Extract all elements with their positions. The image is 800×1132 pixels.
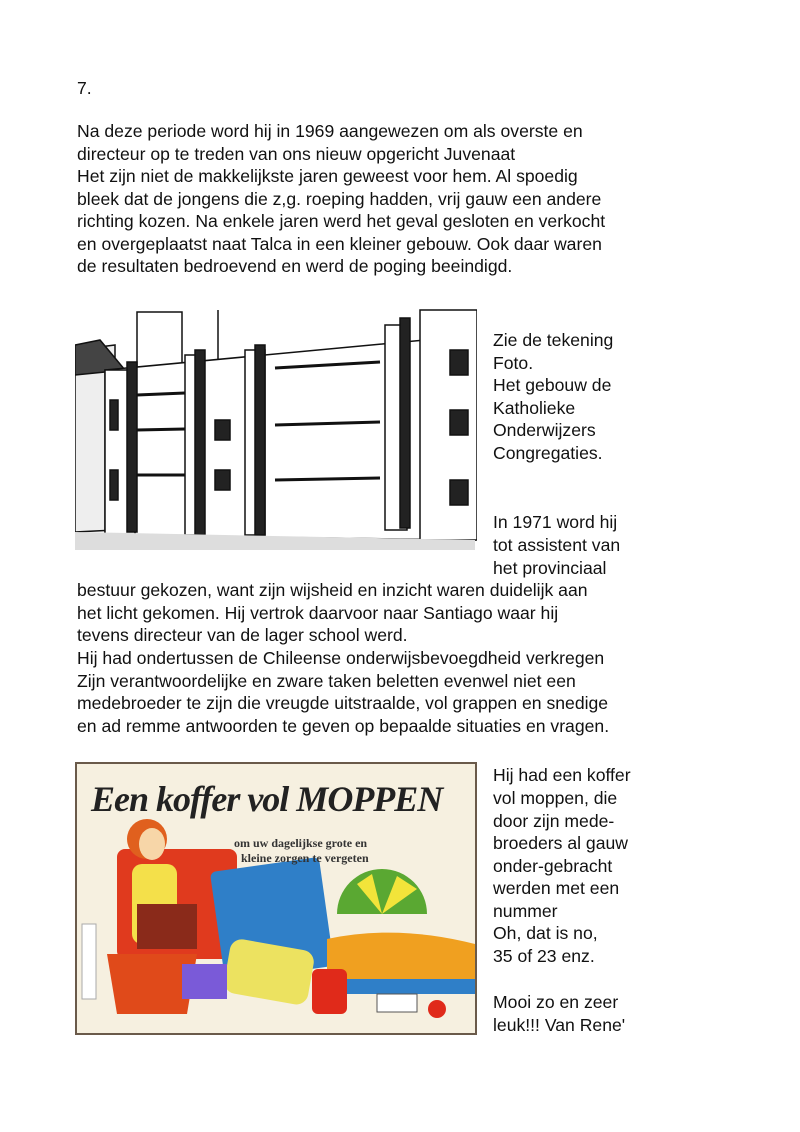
text-line: bestuur gekozen, want zijn wijsheid en inzicht waren duidelijk aan xyxy=(77,580,588,600)
caption-line: Congregaties. xyxy=(493,443,603,463)
text-line: het licht gekomen. Hij vertrok daarvoor naar Santiago waar hij xyxy=(77,603,559,623)
text-line: tot assistent van xyxy=(493,535,621,555)
book-subtitle-line: om uw dagelijkse grote en xyxy=(234,836,368,850)
caption-line: werden met een xyxy=(493,878,620,898)
caption-line: door zijn mede- xyxy=(493,811,615,831)
text-line: In 1971 word hij xyxy=(493,512,618,532)
caption-line: Foto. xyxy=(493,353,534,373)
text-line: Na deze periode word hij in 1969 aangewezen om als overste en xyxy=(77,121,583,141)
text-line: Het zijn niet de makkelijkste jaren geweest voor hem. Al spoedig xyxy=(77,166,578,186)
text-line: directeur op te treden van ons nieuw opgericht Juvenaat xyxy=(77,144,516,164)
text-line: Hij had ondertussen de Chileense onderwijsbevoegdheid verkregen xyxy=(77,648,605,668)
book-cover-image xyxy=(75,762,477,1035)
caption-line: Het gebouw de xyxy=(493,375,612,395)
text-line: de resultaten bedroevend en werd de poging beeindigd. xyxy=(77,256,513,276)
text-line: en overgeplaatst naat Talca in een kleiner gebouw. Ook daar waren xyxy=(77,234,602,254)
caption-line: Mooi zo en zeer xyxy=(493,992,619,1012)
caption-line: Zie de tekening xyxy=(493,330,614,350)
caption-line: Onderwijzers xyxy=(493,420,596,440)
text-line: bleek dat de jongens die z,g. roeping hadden, vrij gauw een andere xyxy=(77,189,602,209)
caption-line: Katholieke xyxy=(493,398,576,418)
caption-line: 35 of 23 enz. xyxy=(493,946,595,966)
caption-line: Oh, dat is no, xyxy=(493,923,598,943)
caption-line: nummer xyxy=(493,901,558,921)
text-line: het provinciaal xyxy=(493,558,607,578)
caption-line: leuk!!! Van Rene' xyxy=(493,1015,626,1035)
text-line: medebroeder te zijn die vreugde uitstraalde, vol grappen en snedige xyxy=(77,693,609,713)
caption-line: Hij had een koffer xyxy=(493,765,631,785)
text-line: Zijn verantwoordelijke en zware taken beletten evenwel niet een xyxy=(77,671,576,691)
caption-line: broeders al gauw xyxy=(493,833,628,853)
book-subtitle-line: kleine zorgen te vergeten xyxy=(241,851,369,865)
book-title: Een koffer vol MOPPEN xyxy=(91,779,443,819)
page-number: 7. xyxy=(77,78,92,98)
text-line: en ad remme antwoorden te geven op bepaalde situaties en vragen. xyxy=(77,716,610,736)
caption-line: vol moppen, die xyxy=(493,788,618,808)
caption-line: onder-gebracht xyxy=(493,856,613,876)
text-line: richting kozen. Na enkele jaren werd het geval gesloten en verkocht xyxy=(77,211,606,231)
building-drawing xyxy=(75,300,477,550)
text-line: tevens directeur van de lager school werd. xyxy=(77,625,408,645)
